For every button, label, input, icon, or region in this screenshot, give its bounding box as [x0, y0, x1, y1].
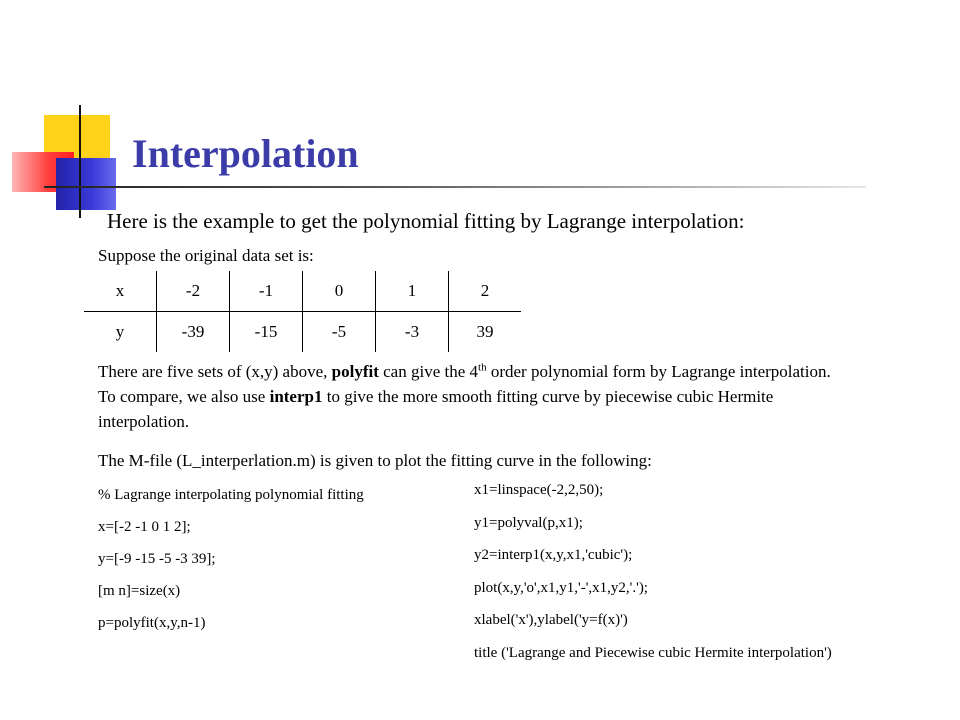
code-line: [m n]=size(x) [98, 583, 181, 599]
code-line: xlabel('x'),ylabel('y=f(x)') [474, 612, 628, 628]
table-cell: -5 [303, 312, 376, 353]
code-line: y1=polyval(p,x1); [474, 514, 583, 531]
mfile-text: The M-file (L_interperlation.m) is given to plot the fitting curve in the following: [98, 451, 652, 470]
keyword-interp1: interp1 [269, 387, 323, 406]
table-cell: 0 [303, 271, 376, 312]
superscript: th [478, 361, 487, 374]
logo-blue-square [56, 158, 116, 210]
code-line: x1=linspace(-2,2,50); [474, 482, 604, 498]
table-cell: 1 [376, 271, 449, 312]
logo-vertical-line [79, 105, 81, 218]
keyword-polyfit: polyfit [331, 362, 379, 381]
code-line: y2=interp1(x,y,x1,'cubic'); [474, 547, 633, 563]
table-cell: 39 [449, 312, 522, 353]
slide-title: Interpolation [132, 131, 359, 176]
table-cell: 2 [449, 271, 522, 312]
table-cell: x [84, 271, 157, 312]
table-cell: y [115, 322, 125, 341]
table-cell: -3 [376, 312, 449, 353]
table-cell: -39 [157, 312, 230, 353]
intro-text: Here is the example to get the polynomial fitting by Lagrange interpolation: [107, 209, 745, 233]
code-line: % Lagrange interpolating polynomial fitting [98, 487, 364, 503]
title-underline [44, 186, 866, 188]
code-line: p=polyfit(x,y,n-1) [98, 615, 206, 631]
suppose-text: Suppose the original data set is: [98, 246, 314, 265]
table-cell: -2 [157, 271, 230, 312]
data-table [84, 271, 521, 352]
table-row [84, 312, 521, 353]
code-block-left [98, 483, 364, 643]
code-line: title ('Lagrange and Piecewise cubic Hermite interpolation') [474, 644, 832, 661]
paragraph-text: to give the more smooth fitting curve by piecewise cubic Hermite interpolation. [98, 387, 774, 431]
description-paragraph [98, 359, 838, 434]
table-cell: -15 [230, 312, 303, 353]
code-line: x=[-2 -1 0 1 2]; [98, 519, 191, 535]
paragraph-text: There are five sets of (x,y) above, [98, 362, 332, 381]
code-line: y=[-9 -15 -5 -3 39]; [98, 551, 216, 567]
table-cell: -1 [230, 271, 303, 312]
code-block-right [474, 478, 832, 673]
code-line: plot(x,y,'o',x1,y1,'-',x1,y2,'.'); [474, 579, 648, 596]
table-row [84, 271, 521, 312]
paragraph-text: order polynomial form by Lagrange interpolation. To compare, we also use [98, 362, 831, 406]
paragraph-text: can give the 4 [378, 362, 479, 381]
